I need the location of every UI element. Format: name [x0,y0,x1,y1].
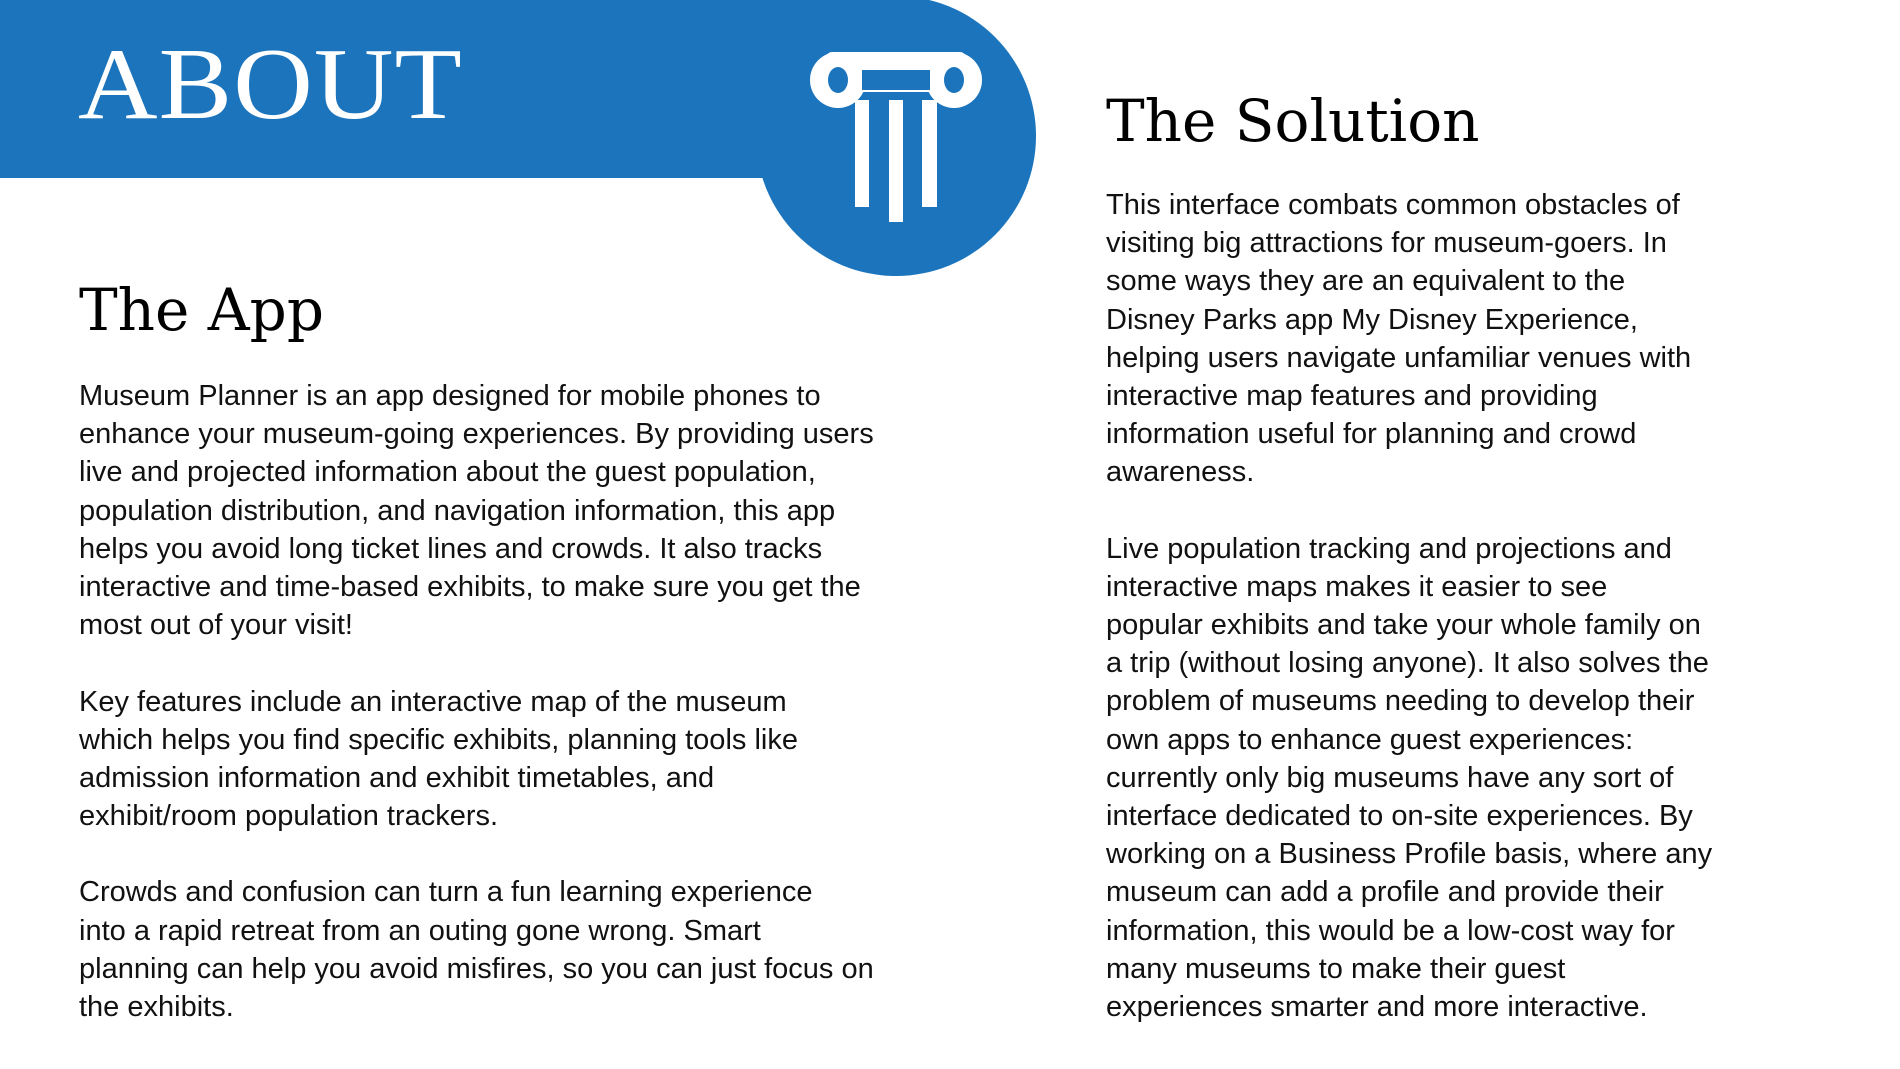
text-line: information, this would be a low-cost way for [1106,914,1675,947]
text-line [79,835,874,873]
text-line: information useful for planning and crowd [1106,418,1637,451]
text-line: own apps to enhance guest experiences: [1106,723,1634,756]
text-line: helping users navigate unfamiliar venues with [1106,341,1692,374]
text-line: Disney Parks app My Disney Experience, [1106,303,1638,336]
text-line: museum can add a profile and provide their [1106,876,1664,909]
text-line: into a rapid retreat from an outing gone wrong. Smart [79,914,761,947]
text-line: interactive and time-based exhibits, to make sure you get the [79,570,861,603]
text-line: awareness. [1106,456,1255,489]
text-line: a trip (without losing anyone). It also solves the [1106,647,1709,680]
text-line: some ways they are an equivalent to the [1106,265,1626,298]
text-line: interface dedicated to on-site experiences. By [1106,800,1693,832]
text-line: live and projected information about the guest population, [79,456,816,489]
text-line: experiences smarter and more interactive. [1106,990,1648,1023]
text-line: exhibit/room population trackers. [79,800,499,833]
text-line: which helps you find specific exhibits, planning tools like [79,723,798,756]
text-line: population distribution, and navigation information, this app [79,494,836,527]
text-line: Museum Planner is an app designed for mobile phones to [79,380,821,412]
text-line: This interface combats common obstacles of [1106,189,1680,221]
text-line: working on a Business Profile basis, where any [1106,838,1713,871]
text-line: interactive maps makes it easier to see [1106,570,1608,603]
text-line: visiting big attractions for museum-goers. In [1106,227,1667,260]
text-line: admission information and exhibit timetables, and [79,761,715,794]
solution-heading: The Solution [1106,87,1480,155]
text-line: popular exhibits and take your whole family on [1106,609,1701,642]
text-line: currently only big museums have any sort of [1106,761,1674,794]
app-heading: The App [79,276,324,344]
text-line [79,644,874,682]
text-line: problem of museums needing to develop their [1106,685,1695,718]
text-line: Live population tracking and projections and [1106,532,1672,565]
solution-description [1106,186,1712,1026]
text-line: helps you avoid long ticket lines and crowds. It also tracks [79,532,823,565]
text-line: the exhibits. [79,991,234,1023]
text-line: Key features include an interactive map of the museum [79,685,787,718]
text-line: interactive map features and providing [1106,379,1598,412]
text-line: many museums to make their guest [1106,952,1566,985]
text-line: Crowds and confusion can turn a fun learning experience [79,876,813,909]
text-line: planning can help you avoid misfires, so you can just focus on [79,952,874,985]
page-title: ABOUT [78,28,463,141]
text-line: enhance your museum-going experiences. By providing users [79,418,874,451]
text-line [1106,492,1712,530]
text-line: most out of your visit! [79,609,353,642]
app-description [79,377,874,1026]
